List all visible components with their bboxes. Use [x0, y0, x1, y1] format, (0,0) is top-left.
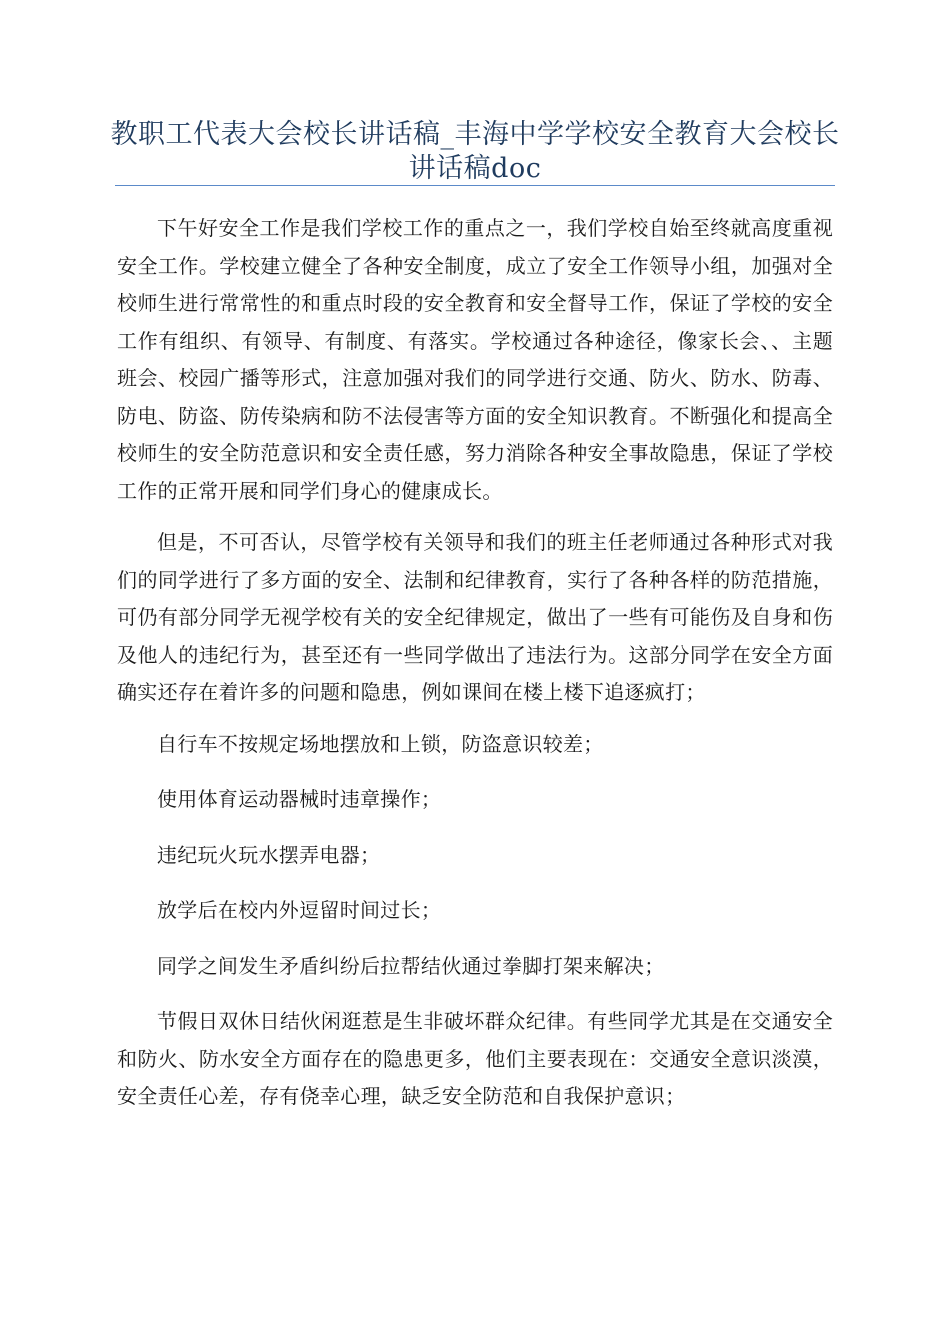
paragraph: 违纪玩火玩水摆弄电器；: [157, 842, 381, 867]
paragraph: 但是，不可否认，尽管学校有关领导和我们的班主任老师通过各种形式对我们的同学进行了多方面的安全、法制和纪律教育，实行了各种各样的防范措施，可仍有部分同学无视学校有关的安全纪律规定，做出了一些有可能伤及自身和伤及他人的违纪行为，甚至还有一些同学做出了违法行为。这部分同学在安全方面确实还存在着许多的问题和隐患，例如课间在楼上楼下追逐疯打；: [117, 530, 833, 704]
paragraph: 节假日双休日结伙闲逛惹是生非破坏群众纪律。有些同学尤其是在交通安全和防火、防水安全方面存在的隐患更多，他们主要表现在：交通安全意识淡漠，安全责任心差，存有侥幸心理，缺乏安全防范和自我保护意识；: [117, 1009, 833, 1108]
paragraph: 自行车不按规定场地摆放和上锁，防盗意识较差；: [157, 731, 604, 756]
paragraph: 下午好安全工作是我们学校工作的重点之一，我们学校自始至终就高度重视安全工作。学校建立健全了各种安全制度，成立了安全工作领导小组，加强对全校师生进行常常性的和重点时段的安全教育和安全督导工作，保证了学校的安全工作有组织、有领导、有制度、有落实。学校通过各种途径，像家长会、、主题班会、校园广播等形式，注意加强对我们的同学进行交通、防火、防水、防毒、防电、防盗、防传染病和防不法侵害等方面的安全知识教育。不断强化和提高全校师生的安全防范意识和安全责任感，努力消除各种安全事故隐患，保证了学校工作的正常开展和同学们身心的健康成长。: [117, 216, 833, 503]
paragraph: 使用体育运动器械时违章操作；: [157, 787, 442, 811]
paragraph: 放学后在校内外逗留时间过长；: [157, 898, 442, 922]
title-underline: [115, 185, 835, 186]
document-body: [117, 210, 833, 1130]
document-title: 教职工代表大会校长讲话稿_丰海中学学校安全教育大会校长讲话稿doc: [110, 119, 840, 184]
paragraph: 同学之间发生矛盾纠纷后拉帮结伙通过拳脚打架来解决；: [157, 953, 665, 978]
